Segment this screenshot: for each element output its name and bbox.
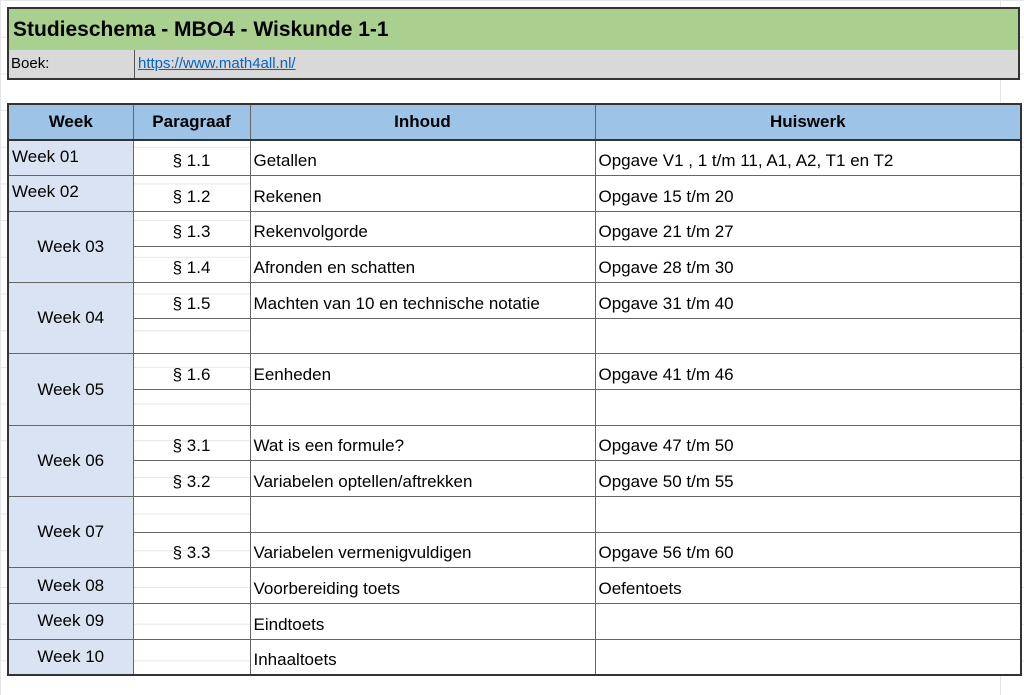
table-row (8, 140, 1021, 176)
table-row (8, 532, 1021, 568)
header-paragraaf: Paragraaf (133, 104, 250, 140)
huiswerk-cell[interactable]: Opgave 41 t/m 46 (595, 354, 1021, 390)
huiswerk-cell[interactable] (595, 390, 1021, 426)
huiswerk-cell[interactable] (595, 318, 1021, 354)
table-row (8, 425, 1021, 461)
inhoud-cell[interactable]: Eindtoets (250, 604, 595, 640)
inhoud-cell[interactable]: Machten van 10 en technische notatie (250, 282, 595, 318)
week-cell[interactable]: Week 04 (8, 282, 133, 353)
week-cell[interactable]: Week 08 (8, 568, 133, 604)
paragraaf-cell[interactable] (133, 390, 250, 426)
week-cell[interactable]: Week 02 (8, 175, 133, 211)
inhoud-cell[interactable]: Eenheden (250, 354, 595, 390)
huiswerk-cell[interactable]: Opgave 47 t/m 50 (595, 425, 1021, 461)
inhoud-cell[interactable]: Inhaaltoets (250, 639, 595, 675)
huiswerk-cell[interactable] (595, 604, 1021, 640)
paragraaf-cell[interactable]: § 3.2 (133, 461, 250, 497)
inhoud-cell[interactable] (250, 497, 595, 533)
paragraaf-cell[interactable] (133, 604, 250, 640)
huiswerk-cell[interactable]: Opgave 56 t/m 60 (595, 532, 1021, 568)
huiswerk-cell[interactable]: Opgave 31 t/m 40 (595, 282, 1021, 318)
week-cell[interactable]: Week 06 (8, 425, 133, 496)
paragraaf-cell[interactable]: § 1.1 (133, 140, 250, 176)
header-week: Week (8, 104, 133, 140)
paragraaf-cell[interactable]: § 3.3 (133, 532, 250, 568)
book-link[interactable]: https://www.math4all.nl/ (134, 50, 296, 78)
schedule-table (7, 103, 1022, 676)
table-row (8, 390, 1021, 426)
inhoud-cell[interactable]: Getallen (250, 140, 595, 176)
book-row (7, 50, 1020, 80)
huiswerk-cell[interactable] (595, 497, 1021, 533)
inhoud-cell[interactable] (250, 318, 595, 354)
paragraaf-cell[interactable]: § 1.2 (133, 175, 250, 211)
week-cell[interactable]: Week 10 (8, 639, 133, 675)
huiswerk-cell[interactable]: Oefentoets (595, 568, 1021, 604)
table-row (8, 211, 1021, 247)
paragraaf-cell[interactable]: § 3.1 (133, 425, 250, 461)
inhoud-cell[interactable]: Wat is een formule? (250, 425, 595, 461)
inhoud-cell[interactable]: Variabelen vermenigvuldigen (250, 532, 595, 568)
table-row (8, 175, 1021, 211)
huiswerk-cell[interactable]: Opgave 28 t/m 30 (595, 247, 1021, 283)
inhoud-cell[interactable] (250, 390, 595, 426)
huiswerk-cell[interactable]: Opgave V1 , 1 t/m 11, A1, A2, T1 en T2 (595, 140, 1021, 176)
table-row (8, 354, 1021, 390)
table-row (8, 282, 1021, 318)
table-row (8, 461, 1021, 497)
table-row (8, 318, 1021, 354)
table-row (8, 568, 1021, 604)
huiswerk-cell[interactable]: Opgave 50 t/m 55 (595, 461, 1021, 497)
book-label: Boek: (11, 55, 50, 72)
paragraaf-cell[interactable] (133, 318, 250, 354)
week-cell[interactable]: Week 05 (8, 354, 133, 425)
paragraaf-cell[interactable] (133, 639, 250, 675)
header-huiswerk: Huiswerk (595, 104, 1021, 140)
header-inhoud: Inhoud (250, 104, 595, 140)
inhoud-cell[interactable]: Rekenen (250, 175, 595, 211)
week-cell[interactable]: Week 01 (8, 140, 133, 176)
paragraaf-cell[interactable]: § 1.5 (133, 282, 250, 318)
week-cell[interactable]: Week 07 (8, 497, 133, 568)
huiswerk-cell[interactable] (595, 639, 1021, 675)
paragraaf-cell[interactable]: § 1.6 (133, 354, 250, 390)
inhoud-cell[interactable]: Variabelen optellen/aftrekken (250, 461, 595, 497)
week-cell[interactable]: Week 09 (8, 604, 133, 640)
paragraaf-cell[interactable]: § 1.3 (133, 211, 250, 247)
sheet-title: Studieschema - MBO4 - Wiskunde 1-1 (7, 7, 1020, 51)
huiswerk-cell[interactable]: Opgave 21 t/m 27 (595, 211, 1021, 247)
paragraaf-cell[interactable] (133, 568, 250, 604)
week-cell[interactable]: Week 03 (8, 211, 133, 282)
inhoud-cell[interactable]: Rekenvolgorde (250, 211, 595, 247)
table-row (8, 639, 1021, 675)
paragraaf-cell[interactable] (133, 497, 250, 533)
inhoud-cell[interactable]: Voorbereiding toets (250, 568, 595, 604)
inhoud-cell[interactable]: Afronden en schatten (250, 247, 595, 283)
table-row (8, 497, 1021, 533)
table-row (8, 604, 1021, 640)
huiswerk-cell[interactable]: Opgave 15 t/m 20 (595, 175, 1021, 211)
paragraaf-cell[interactable]: § 1.4 (133, 247, 250, 283)
table-row (8, 247, 1021, 283)
